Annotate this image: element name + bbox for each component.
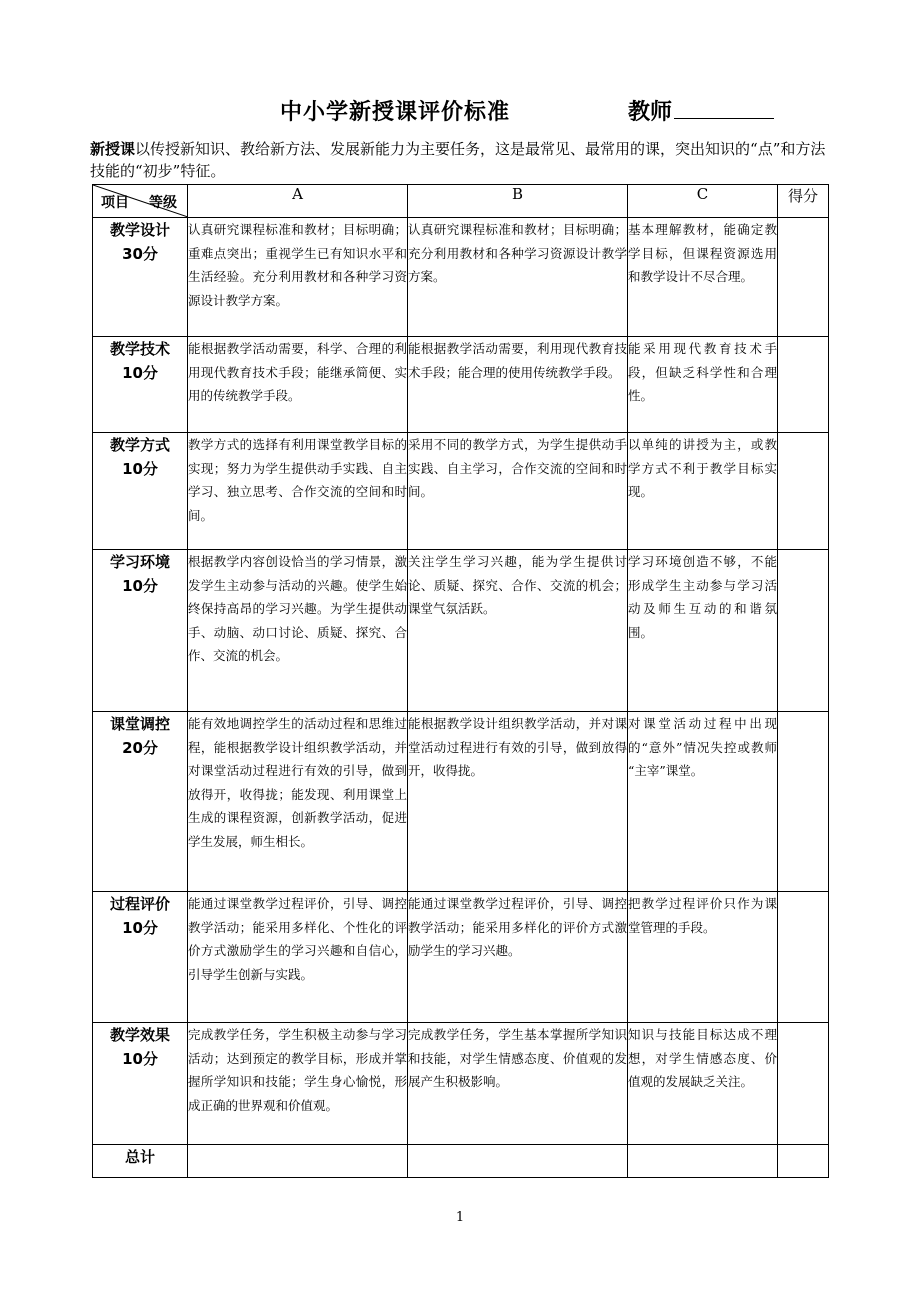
grade-b-cell: 采用不同的教学方式，为学生提供动手实践、自主学习，合作交流的空间和时间。 <box>408 433 628 550</box>
header-b: B <box>408 185 628 218</box>
intro-text: 以传授新知识、教给新方法、发展新能力为主要任务，这是最常见、最常用的课，突出知识的“点”和方法技能的“初步”特征。 <box>90 140 826 180</box>
item-points: 10分 <box>122 460 158 478</box>
grade-a-cell: 完成教学任务，学生积极主动参与学习活动；达到预定的教学目标，形成并掌握所学知识和技能；学生身心愉悦，形成正确的世界观和价值观。 <box>188 1023 408 1145</box>
grade-c-cell: 以单纯的讲授为主，或教学方式不利于教学目标实现。 <box>628 433 778 550</box>
total-label: 总计 <box>93 1145 188 1178</box>
grade-a-cell: 根据教学内容创设恰当的学习情景，激发学生主动参与活动的兴趣。使学生始终保持高昂的学习兴趣。为学生提供动手、动脑、动口讨论、质疑、探究、合作、交流的机会。 <box>188 550 408 712</box>
grade-c-cell: 对课堂活动过程中出现的“意外”情况失控或教师 “主宰”课堂。 <box>628 712 778 892</box>
header-item: 项目 <box>101 195 129 211</box>
page-number: 1 <box>455 1210 465 1225</box>
grade-b-cell: 关注学生学习兴趣，能为学生提供讨论、质疑、探究、合作、交流的机会；课堂气氛活跃。 <box>408 550 628 712</box>
header-grade: 等级 <box>149 195 177 211</box>
title-row <box>0 95 920 129</box>
teacher-label: 教师 <box>628 100 673 125</box>
teacher-field <box>628 95 774 126</box>
grade-b-cell: 能根据教学设计组织教学活动，并对课堂活动过程进行有效的引导，做到放得开，收得拢。 <box>408 712 628 892</box>
total-b-cell <box>408 1145 628 1178</box>
grade-b-cell: 能根据教学活动需要，利用现代教育技术手段；能合理的使用传统教学手段。 <box>408 337 628 433</box>
header-c: C <box>628 185 778 218</box>
item-name: 课堂调控 <box>109 715 170 733</box>
item-points: 10分 <box>122 577 158 595</box>
grade-c-cell: 学习环境创造不够，不能形成学生主动参与学习活动及师生互动的和谐氛围。 <box>628 550 778 712</box>
table-row <box>93 550 829 712</box>
total-c-cell <box>628 1145 778 1178</box>
total-score-cell[interactable] <box>778 1145 829 1178</box>
item-name: 教学效果 <box>109 1026 170 1044</box>
item-name: 教学设计 <box>109 221 170 239</box>
score-cell[interactable] <box>778 550 829 712</box>
score-cell[interactable] <box>778 892 829 1023</box>
item-name: 过程评价 <box>109 895 170 913</box>
item-cell <box>93 712 188 892</box>
intro-keyword: 新授课 <box>90 140 136 158</box>
total-a-cell <box>188 1145 408 1178</box>
evaluation-table <box>92 184 829 1178</box>
item-name: 教学技术 <box>109 340 170 358</box>
grade-b-cell: 完成教学任务，学生基本掌握所学知识和技能，对学生情感态度、价值观的发展产生积极影响。 <box>408 1023 628 1145</box>
item-cell <box>93 550 188 712</box>
header-a: A <box>188 185 408 218</box>
item-points: 10分 <box>122 364 158 382</box>
table-header-row <box>93 185 829 218</box>
grade-b-cell: 认真研究课程标准和教材；目标明确；充分利用教材和各种学习资源设计教学方案。 <box>408 218 628 337</box>
item-points: 30分 <box>122 245 158 263</box>
table-row <box>93 433 829 550</box>
item-points: 10分 <box>122 919 158 937</box>
table-row <box>93 892 829 1023</box>
table-row <box>93 218 829 337</box>
item-cell <box>93 1023 188 1145</box>
page-title: 中小学新授课评价标准 <box>280 100 511 125</box>
grade-a-cell: 能有效地调控学生的活动过程和思维过程，能根据教学设计组织教学活动，并对课堂活动过程进行有效的引导，做到放得开，收得拢；能发现、利用课堂上生成的课程资源，创新教学活动，促进学生发展，师生相长。 <box>188 712 408 892</box>
item-cell <box>93 892 188 1023</box>
grade-c-cell: 能采用现代教育技术手段，但缺乏科学性和合理性。 <box>628 337 778 433</box>
grade-a-cell: 能通过课堂教学过程评价，引导、调控教学活动；能采用多样化、个性化的评价方式激励学生的学习兴趣和自信心，引导学生创新与实践。 <box>188 892 408 1023</box>
grade-c-cell: 把教学过程评价只作为课堂管理的手段。 <box>628 892 778 1023</box>
table-row <box>93 337 829 433</box>
grade-a-cell: 能根据教学活动需要，科学、合理的利用现代教育技术手段；能继承简便、实用的传统教学手段。 <box>188 337 408 433</box>
score-cell[interactable] <box>778 1023 829 1145</box>
intro-paragraph <box>90 138 835 182</box>
grade-c-cell: 知识与技能目标达成不理想，对学生情感态度、价值观的发展缺乏关注。 <box>628 1023 778 1145</box>
header-score: 得分 <box>778 185 829 218</box>
item-points: 20分 <box>122 739 158 757</box>
item-cell <box>93 337 188 433</box>
total-row <box>93 1145 829 1178</box>
teacher-blank-line <box>674 96 774 119</box>
score-cell[interactable] <box>778 712 829 892</box>
score-cell[interactable] <box>778 337 829 433</box>
item-name: 教学方式 <box>109 436 170 454</box>
grade-b-cell: 能通过课堂教学过程评价，引导、调控教学活动；能采用多样化的评价方式激励学生的学习兴趣。 <box>408 892 628 1023</box>
grade-c-cell: 基本理解教材，能确定教学目标，但课程资源选用和教学设计不尽合理。 <box>628 218 778 337</box>
item-points: 10分 <box>122 1050 158 1068</box>
item-cell <box>93 218 188 337</box>
item-cell <box>93 433 188 550</box>
grade-a-cell: 教学方式的选择有利用课堂教学目标的实现；努力为学生提供动手实践、自主学习、独立思考、合作交流的空间和时间。 <box>188 433 408 550</box>
score-cell[interactable] <box>778 218 829 337</box>
item-name: 学习环境 <box>109 553 170 571</box>
header-item-grade-cell <box>93 185 188 218</box>
grade-a-cell: 认真研究课程标准和教材；目标明确；重难点突出；重视学生已有知识水平和生活经验。充分利用教材和各种学习资源设计教学方案。 <box>188 218 408 337</box>
table-row <box>93 1023 829 1145</box>
score-cell[interactable] <box>778 433 829 550</box>
table-row <box>93 712 829 892</box>
